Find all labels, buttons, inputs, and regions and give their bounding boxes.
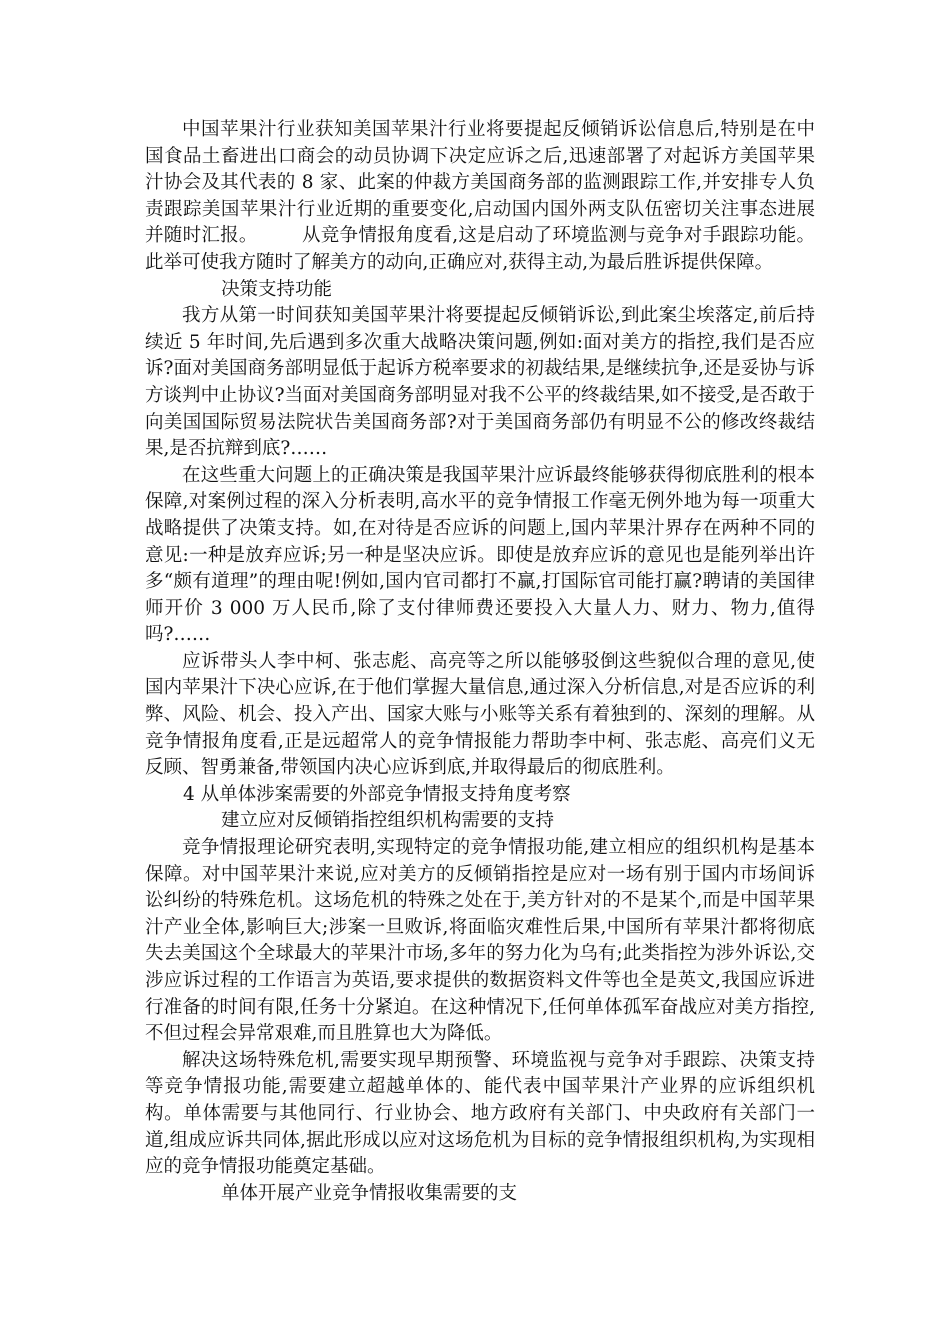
- heading-intelligence-collection: 单体开展产业竞争情报收集需要的支: [221, 1182, 518, 1204]
- paragraph-organization-theory: 竞争情报理论研究表明,实现特定的竞争情报功能,建立相应的组织机构是基本保障。对中国苹果汁来说,应对美方的反倾销指控是应对一场有别于国内市场间诉讼纠纷的特殊危机。这场危机的特殊之处在于,美方针对的不是某个,而是中国苹果汁产业全体,影响巨大;涉案一旦败诉,将面临灾难性后果,中国所有苹果汁都将彻底失去美国这个全球最大的苹果汁市场,多年的努力化为乌有;此类指控为涉外诉讼,交涉应诉过程的工作语言为英语,要求提供的数据资料文件等也全是英文,我国应诉进行准备的时间有限,任务十分紧迫。在这种情况下,任何单体孤军奋战应对美方指控,不但过程会异常艰难,而且胜算也大为降低。: [145, 837, 815, 1045]
- heading-organization-support: 建立应对反倾销指控组织机构需要的支持: [221, 810, 555, 832]
- paragraph-correct-decisions: 在这些重大问题上的正确决策是我国苹果汁应诉最终能够获得彻底胜利的根本保障,对案例过程的深入分析表明,高水平的竞争情报工作毫无例外地为每一项重大战略提供了决策支持。如,在对待是否应诉的问题上,国内苹果汁界存在两种不同的意见:一种是放弃应诉;另一种是坚决应诉。即使是放弃应诉的意见也是能列举出许多“颇有道理”的理由呢!例如,国内官司都打不赢,打国际官司能打赢?聘请的美国律师开价 3 000 万人民币,除了支付律师费还要投入大量人力、财力、物力,值得吗?……: [145, 464, 815, 646]
- paragraph-monitoring-part-a: 中国苹果汁行业获知美国苹果汁行业将要提起反倾销诉讼信息后,特别是在中国食品土畜进出口商会的动员协调下决定应诉之后,迅速部署了对起诉方美国苹果汁协会及其代表的 8 家、此案的仲裁方美国商务部的监测跟踪工作,并安排专人负责跟踪美国苹果汁行业近期的重要变化,启动国内国外两支队伍密切关注事态进展并随时汇报。: [145, 119, 815, 247]
- document-body: [145, 117, 815, 1207]
- paragraph-monitoring-part-b: 从竞争情报角度看,这是启动了环境监测与竞争对手跟踪功能。此举可使我方随时了解美方的动向,正确应对,获得主动,为最后胜诉提供保障。: [145, 225, 815, 273]
- paragraph-crisis-solution: 解决这场特殊危机,需要实现早期预警、环境监视与竞争对手跟踪、决策支持等竞争情报功能,需要建立超越单体的、能代表中国苹果汁产业界的应诉组织机构。单体需要与其他同行、行业协会、地方政府有关部门、中央政府有关部门一道,组成应诉共同体,据此形成以应对这场危机为目标的竞争情报组织机构,为实现相应的竞争情报功能奠定基础。: [145, 1049, 815, 1178]
- paragraph-leaders: 应诉带头人李中柯、张志彪、高亮等之所以能够驳倒这些貌似合理的意见,使国内苹果汁下决心应诉,在于他们掌握大量信息,通过深入分析信息,对是否应诉的利弊、风险、机会、投入产出、国家大账与小账等关系有着独到的、深刻的理解。从竞争情报角度看,正是远超常人的竞争情报能力帮助李中柯、张志彪、高亮们义无反顾、智勇兼备,带领国内决心应诉到底,并取得最后的彻底胜利。: [145, 650, 815, 779]
- heading-section-4: 4 从单体涉案需要的外部竞争情报支持角度考察: [183, 783, 571, 805]
- paragraph-monitoring: [145, 117, 815, 277]
- paragraph-decision-questions: 我方从第一时间获知美国苹果汁将要提起反倾销诉讼,到此案尘埃落定,前后持续近 5 年时间,先后遇到多次重大战略决策问题,例如:面对美方的指控,我们是否应诉?面对美国商务部明显低于起诉方税率要求的初裁结果,是继续抗争,还是妥协与诉方谈判中止协议?当面对美国商务部明显对我不公平的终裁结果,如不接受,是否敢于向美国国际贸易法院状告美国商务部?对于美国商务部仍有明显不公的修改终裁结果,是否抗辩到底?……: [145, 305, 815, 460]
- heading-decision-support: 决策支持功能: [221, 278, 333, 300]
